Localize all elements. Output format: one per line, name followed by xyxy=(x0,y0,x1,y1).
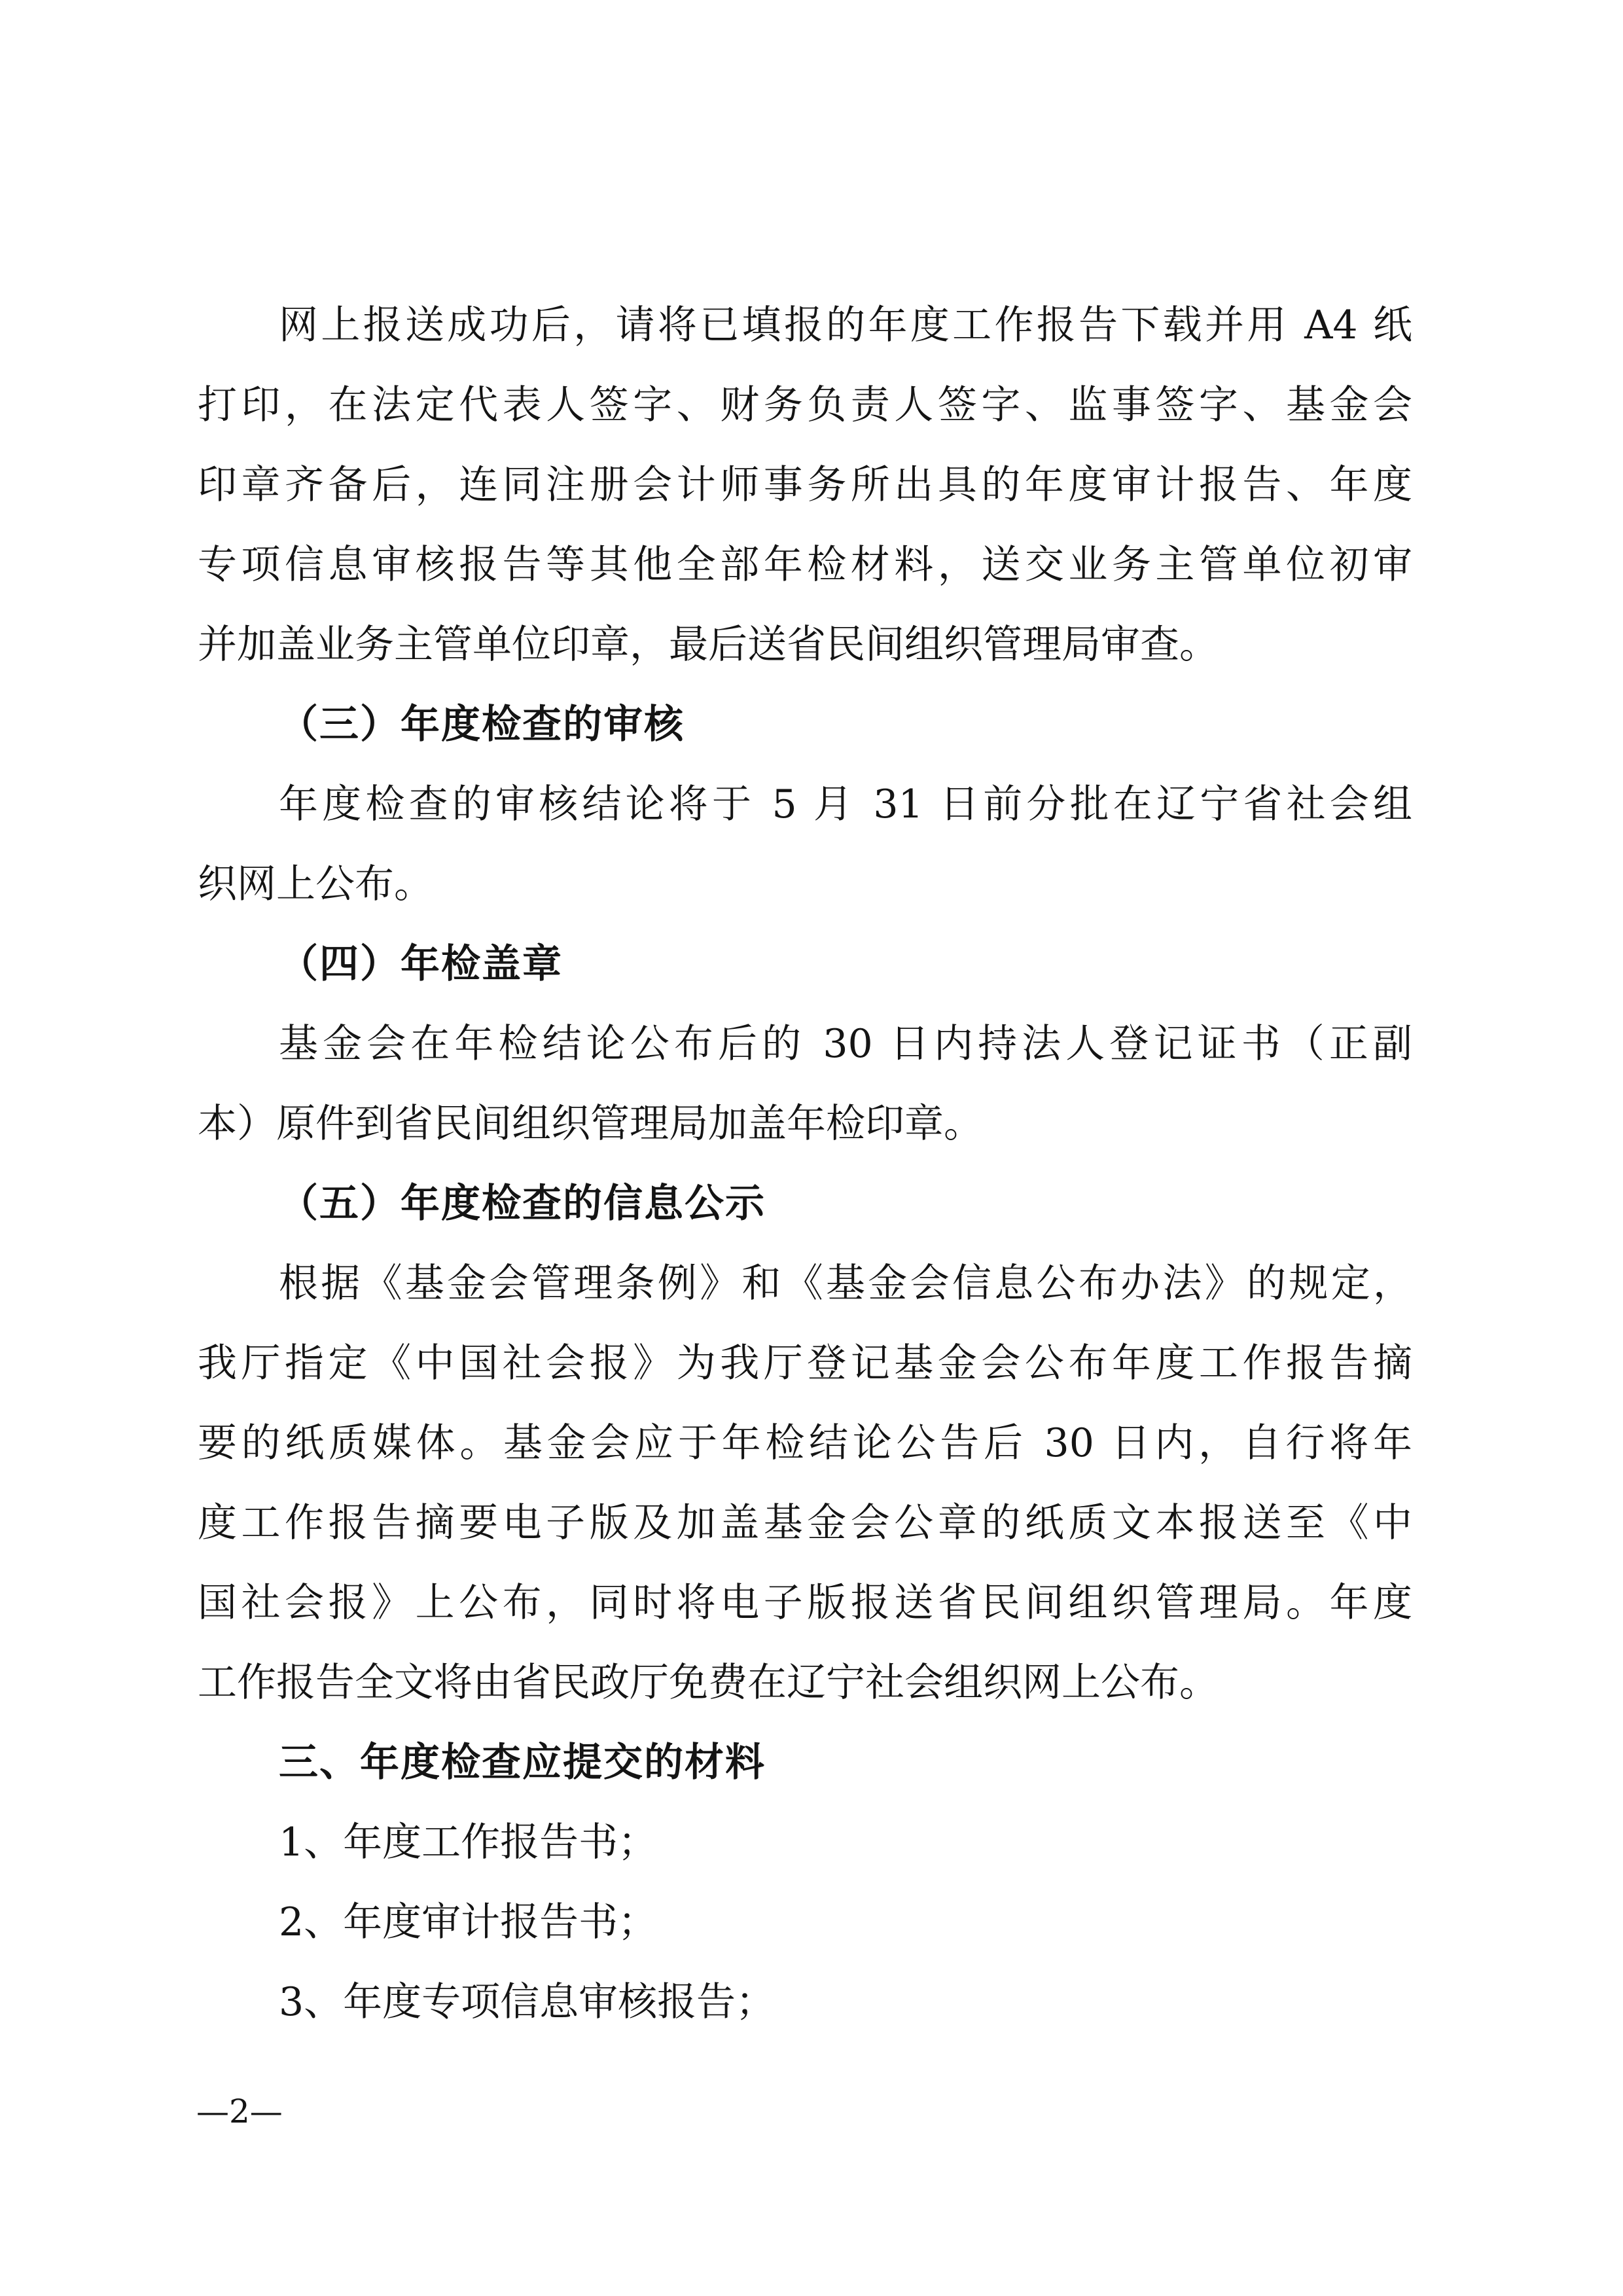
paragraph-line: 并加盖业务主管单位印章，最后送省民间组织管理局审查。 xyxy=(198,622,1219,668)
section-heading-review: （三）年度检查的审核 xyxy=(279,702,685,747)
list-item-audit-report: 2、年度审计报告书； xyxy=(279,1899,658,1945)
paragraph-line: 打印，在法定代表人签字、财务负责人签字、监事签字、基金会 xyxy=(198,382,1412,428)
paragraph-line: 印章齐备后，连同注册会计师事务所出具的年度审计报告、年度 xyxy=(198,462,1412,508)
paragraph-line: 本）原件到省民间组织管理局加盖年检印章。 xyxy=(198,1101,983,1147)
paragraph-submission xyxy=(198,285,1412,685)
paragraph-line: 专项信息审核报告等其他全部年检材料，送交业务主管单位初审 xyxy=(198,542,1412,588)
page-number: —2— xyxy=(196,2092,283,2130)
paragraph-line: 基金会在年检结论公布后的 30 日内持法人登记证书（正副 xyxy=(279,1021,1412,1067)
paragraph-line: 网上报送成功后，请将已填报的年度工作报告下载并用 A4 纸 xyxy=(279,302,1412,348)
body-text xyxy=(198,285,1412,2042)
paragraph-line: 要的纸质媒体。基金会应于年检结论公告后 30 日内，自行将年 xyxy=(198,1420,1412,1466)
paragraph-line: 根据《基金会管理条例》和《基金会信息公布办法》的规定， xyxy=(279,1261,1412,1306)
paragraph-line: 织网上公布。 xyxy=(198,861,433,907)
paragraph-line: 年度检查的审核结论将于 5 月 31 日前分批在辽宁省社会组 xyxy=(279,781,1412,827)
list-item-special-audit: 3、年度专项信息审核报告； xyxy=(279,1979,776,2025)
paragraph-disclosure xyxy=(198,1244,1412,1723)
section-heading-materials: 三、年度检查应提交的材料 xyxy=(279,1740,766,1785)
section-heading-seal: （四）年检盖章 xyxy=(279,941,563,987)
paragraph-seal xyxy=(198,1004,1412,1164)
list-item-annual-report: 1、年度工作报告书； xyxy=(279,1820,658,1865)
paragraph-line: 国社会报》上公布，同时将电子版报送省民间组织管理局。年度 xyxy=(198,1580,1412,1626)
paragraph-review-result xyxy=(198,764,1412,924)
paragraph-line: 我厅指定《中国社会报》为我厅登记基金会公布年度工作报告摘 xyxy=(198,1340,1412,1386)
paragraph-line: 度工作报告摘要电子版及加盖基金会公章的纸质文本报送至《中 xyxy=(198,1500,1412,1546)
paragraph-line: 工作报告全文将由省民政厅免费在辽宁社会组织网上公布。 xyxy=(198,1660,1219,1706)
section-heading-disclosure: （五）年度检查的信息公示 xyxy=(279,1181,766,1227)
